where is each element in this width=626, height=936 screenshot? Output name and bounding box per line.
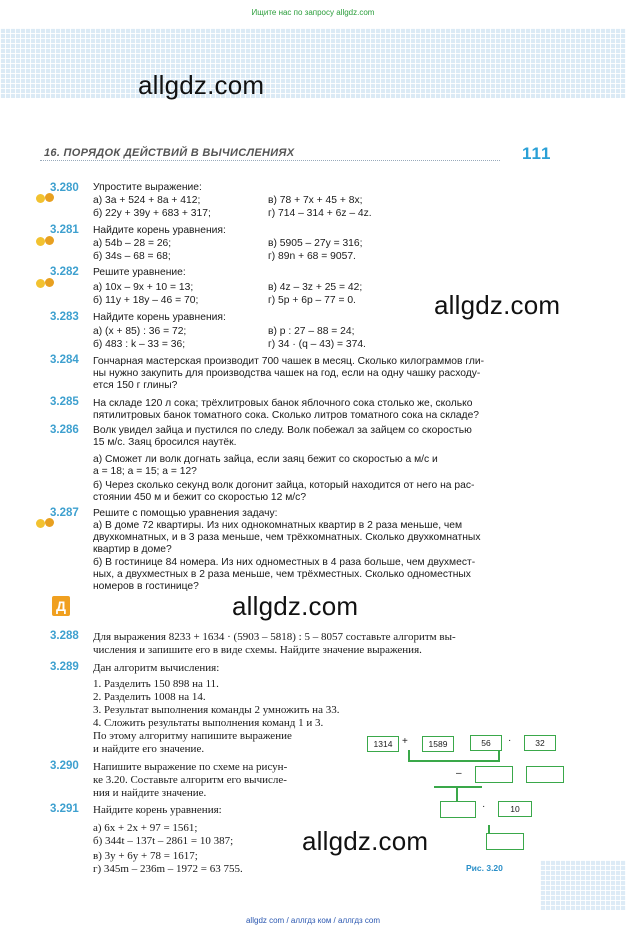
task-line: а) Сможет ли волк догнать зайца, если заяц бежит со скоростью a м/с и <box>93 454 438 465</box>
task-number: 3.287 <box>50 507 79 519</box>
task-number: 3.281 <box>50 224 79 236</box>
item-a: а) (x + 85) : 36 = 72; <box>93 326 187 337</box>
top-site-link[interactable]: Ищите нас по запросу allgdz.com <box>251 8 375 17</box>
empty-box <box>440 801 476 818</box>
operator-multiply: · <box>508 735 512 746</box>
task-line: 3. Результат выполнения команды 2 умножить на 33. <box>93 704 340 716</box>
task-line: 1. Разделить 150 898 на 11. <box>93 678 219 690</box>
task-line: а) 6x + 2x + 97 = 1561; <box>93 822 198 834</box>
operator-plus: + <box>402 736 408 747</box>
item-v: в) 4z – 3z + 25 = 42; <box>268 282 363 293</box>
watermark: allgdz.com <box>302 826 429 856</box>
section-title: 16. ПОРЯДОК ДЕЙСТВИЙ В ВЫЧИСЛЕНИЯХ <box>44 147 295 159</box>
bottom-site-link[interactable]: allgdz com / аллгдз ком / аллгдз com <box>245 916 381 925</box>
item-b: б) 483 : k – 33 = 36; <box>93 339 186 350</box>
task-number: 3.284 <box>50 354 79 366</box>
task-line: стоянии 450 м и бежит со скоростью 12 м/с? <box>93 492 307 503</box>
empty-box <box>475 766 513 783</box>
task-line: ется 150 г глины? <box>93 380 178 391</box>
task-line: ке 3.20. Составьте алгоритм его вычисле- <box>93 774 287 786</box>
task-number: 3.283 <box>50 311 79 323</box>
item-a: а) 54b – 28 = 26; <box>93 238 172 249</box>
task-line: 4. Сложить результаты выполнения команд 1 и 3. <box>93 717 324 729</box>
watermark: allgdz.com <box>232 591 359 621</box>
task-line: Решите с помощью уравнения задачу: <box>93 508 278 519</box>
item-a: а) 10x – 9x + 10 = 13; <box>93 282 194 293</box>
connector-line <box>434 786 482 788</box>
task-line: и найдите его значение. <box>93 743 205 755</box>
task-text: Найдите корень уравнения: <box>93 312 226 323</box>
task-line: в) 3y + 6y + 78 = 1617; <box>93 850 198 862</box>
header-decoration <box>0 28 626 98</box>
item-g: г) 34 · (q – 43) = 374. <box>268 339 366 350</box>
item-v: в) 5905 – 27y = 316; <box>268 238 363 249</box>
figure-caption: Рис. 3.20 <box>463 863 506 873</box>
group-work-icon <box>36 193 58 205</box>
item-g: г) 5p + 6p – 77 = 0. <box>268 295 356 306</box>
task-number: 3.286 <box>50 424 79 436</box>
task-number: 3.282 <box>50 266 79 278</box>
item-g: г) 89n + 68 = 9057. <box>268 251 356 262</box>
group-work-icon <box>36 518 58 530</box>
watermark: allgdz.com <box>434 290 561 320</box>
number-box: 1314 <box>367 736 399 752</box>
task-line: Напишите выражение по схеме на рисун- <box>93 761 288 773</box>
watermark: allgdz.com <box>138 70 265 100</box>
task-line: числения и запишите его в виде схемы. Найдите значение выражения. <box>93 644 422 656</box>
task-number: 3.285 <box>50 396 79 408</box>
task-text: Упростите выражение: <box>93 182 202 193</box>
task-number: 3.289 <box>50 661 79 673</box>
page-number: 111 <box>522 144 552 163</box>
scheme-figure <box>356 728 566 878</box>
task-line: двухкомнатных, и в 3 раза меньше, чем трёхкомнатных. Сколько двухкомнатных <box>93 532 481 543</box>
group-work-icon <box>36 278 58 290</box>
operator-minus: – <box>456 768 462 779</box>
item-v: в) p : 27 – 88 = 24; <box>268 326 355 337</box>
task-line: квартир в доме? <box>93 544 172 555</box>
number-box: 10 <box>498 801 532 817</box>
task-number: 3.290 <box>50 760 79 772</box>
task-line: б) 344t – 137t – 2861 = 10 387; <box>93 835 234 847</box>
connector-line <box>408 760 500 762</box>
task-number: 3.291 <box>50 803 79 815</box>
task-line: ны нужно закупить для производства чашек на год, если на одну чашку расходу- <box>93 368 481 379</box>
item-b: б) 11y + 18y – 46 = 70; <box>93 295 199 306</box>
number-box: 32 <box>524 735 556 751</box>
item-g: г) 714 – 314 + 6z – 4z. <box>268 208 372 219</box>
number-box: 1589 <box>422 736 454 752</box>
number-box: 56 <box>470 735 502 751</box>
task-text: Решите уравнение: <box>93 267 186 278</box>
task-line: б) В гостинице 84 номера. Из них одноместных в 4 раза больше, чем двухмест- <box>93 557 476 568</box>
task-line: 15 м/с. Заяц бросился наутёк. <box>93 437 237 448</box>
task-text: Найдите корень уравнения: <box>93 225 226 236</box>
task-line: Найдите корень уравнения: <box>93 804 222 816</box>
task-line: На складе 120 л сока; трёхлитровых банок яблочного сока столько же, сколько <box>93 398 473 409</box>
connector-line <box>456 787 458 801</box>
header-divider <box>40 160 500 161</box>
task-line: a = 18; a = 15; a = 12? <box>93 466 197 477</box>
task-line: а) В доме 72 квартиры. Из них однокомнатных квартир в 2 раза меньше, чем <box>93 520 463 531</box>
task-line: ния и найдите значение. <box>93 787 207 799</box>
empty-box <box>486 833 524 850</box>
task-line: пятилитровых банок томатного сока. Сколько литров томатного сока на складе? <box>93 410 480 421</box>
task-number: 3.280 <box>50 182 79 194</box>
task-line: Для выражения 8233 + 1634 · (5903 – 5818) : 5 – 8057 составьте алгоритм вы- <box>93 631 456 643</box>
task-line: По этому алгоритму напишите выражение <box>93 730 292 742</box>
task-number: 3.288 <box>50 630 79 642</box>
group-work-icon <box>36 236 58 248</box>
task-line: б) Через сколько секунд волк догонит зайца, который находится от него на рас- <box>93 480 475 491</box>
task-line: номеров в гостинице? <box>93 581 199 592</box>
task-line: Волк увидел зайца и пустился по следу. Волк побежал за зайцем со скоростью <box>93 425 472 436</box>
task-line: Гончарная мастерская производит 700 чашек в месяц. Сколько килограммов гли- <box>93 356 485 367</box>
connector-line <box>498 750 500 761</box>
item-b: б) 22y + 39y + 683 + 317; <box>93 208 211 219</box>
task-line: г) 345m – 236m – 1972 = 63 755. <box>93 863 243 875</box>
task-line: 2. Разделить 1008 на 14. <box>93 691 206 703</box>
operator-multiply: · <box>482 801 486 812</box>
item-v: в) 78 + 7x + 45 + 8x; <box>268 195 363 206</box>
item-b: б) 34s – 68 = 68; <box>93 251 171 262</box>
task-line: ных, а двухместных в 2 раза меньше, чем трёхместных. Сколько одноместных <box>93 569 471 580</box>
task-line: Дан алгоритм вычисления: <box>93 662 220 674</box>
item-a: а) 3a + 524 + 8a + 412; <box>93 195 201 206</box>
empty-box <box>526 766 564 783</box>
extra-tasks-badge: Д <box>52 596 70 616</box>
